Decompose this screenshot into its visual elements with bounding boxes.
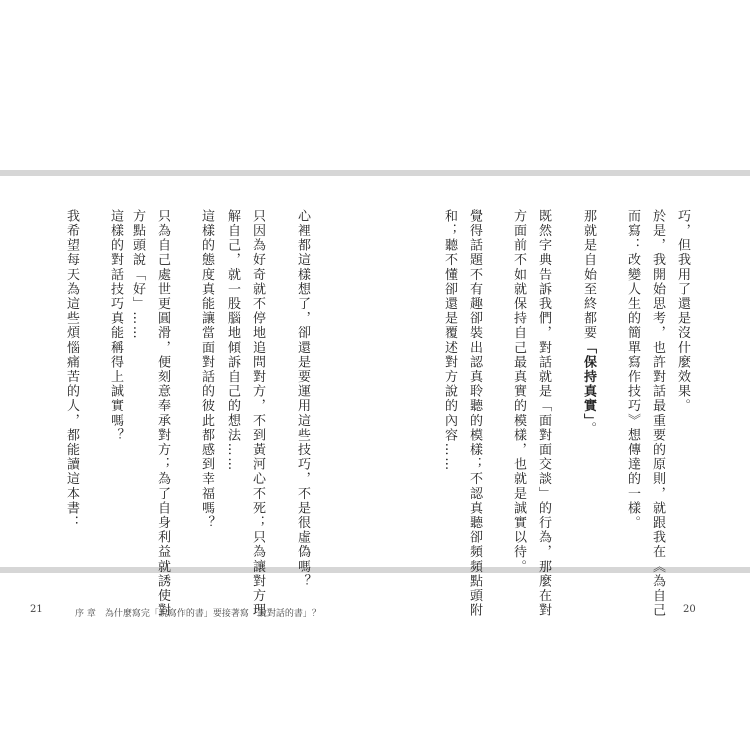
text-column-4 [582, 209, 595, 436]
text-column-2: 於是，我開始思考，也許對話最重要的原則，就跟我在《為自己 [650, 209, 665, 618]
emphasis-lead: 那就是自始至終都要 [581, 209, 596, 341]
right-page-number: 20 [683, 604, 696, 615]
text-column-13: 只為自己處世更圓滑，便刻意奉承對方；為了自身利益就誘使對 [155, 209, 170, 618]
emphasis-phrase: 「保持真實」 [581, 340, 596, 422]
top-divider [0, 170, 750, 176]
text-column-9: 心裡都這樣想了，卻還是要運用這些技巧，不是很虛偽嗎？ [295, 209, 310, 589]
text-column-14: 方點頭說「好」…… [130, 209, 145, 341]
text-column-8: 和；聽不懂卻還是覆述對方說的內容…… [442, 209, 457, 472]
text-column-7: 覺得話題不有趣卻裝出認真聆聽的模樣；不認真聽卻頻頻點頭附 [467, 209, 482, 618]
text-column-3: 而寫：改變人生的簡單寫作技巧》想傳達的一樣。 [625, 209, 640, 531]
text-column-6: 方面前不如就保持自己最真實的模樣，也就是誠實以待。 [511, 209, 526, 574]
text-column-11: 解自己，就一股腦地傾訴自己的想法…… [225, 209, 240, 472]
bottom-divider [0, 567, 750, 573]
text-column-5: 既然字典告訴我們，對話就是「面對面交談」的行為，那麼在對 [536, 209, 551, 618]
text-column-10: 只因為好奇就不停地追問對方，不到黃河心不死；只為讓對方理 [250, 209, 265, 618]
text-column-15: 這樣的對話技巧真能稱得上誠實嗎？ [108, 209, 123, 443]
emphasis-tail: 。 [581, 421, 596, 437]
running-footer: 序 章 為什麼寫完「說寫作的書」要接著寫「說對話的書」？ [75, 609, 321, 619]
text-column-1: 巧，但我用了還是沒什麼效果。 [675, 209, 690, 414]
text-column-12: 這樣的態度真能讓當面對話的彼此都感到幸福嗎？ [199, 209, 214, 531]
text-column-16: 我希望每天為這些煩惱痛苦的人，都能讀這本書： [64, 209, 79, 531]
left-page-number: 21 [30, 604, 43, 615]
